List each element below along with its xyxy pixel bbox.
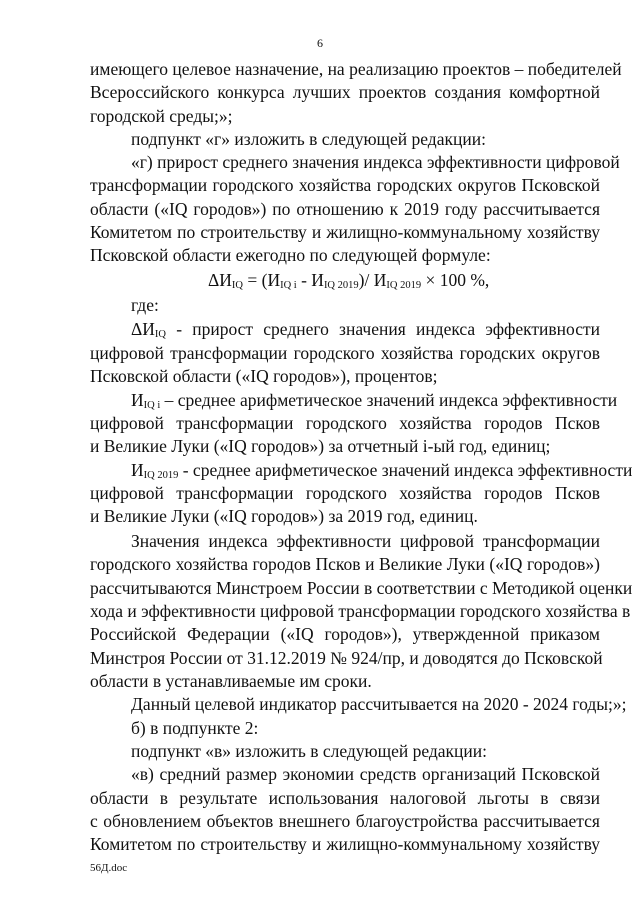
text-line: Псковской области ежегодно по следующей формуле: xyxy=(90,245,491,265)
text-line: б) в подпункте 2: xyxy=(131,718,259,738)
definition-subscript: IQ 2019 xyxy=(143,470,179,481)
text-line: и Великие Луки («IQ городов») за 2019 год, единиц. xyxy=(90,506,478,526)
text-line: «г) прирост среднего значения индекса эффективности цифровой xyxy=(131,152,620,172)
definition-line xyxy=(131,389,618,412)
formula-subscript: IQ i xyxy=(280,280,297,291)
text-line: Российской Федерации («IQ городов»), утвержденной приказом xyxy=(90,624,600,644)
text-line: области («IQ городов») по отношению к 2019 году рассчитывается xyxy=(90,199,600,219)
text-line: области в устанавливаемые им сроки. xyxy=(90,671,372,691)
page-number: 6 xyxy=(317,36,323,50)
text-line: Комитетом по строительству и жилищно-коммунальному хозяйству xyxy=(90,834,600,854)
definition-line xyxy=(131,318,600,341)
text-line: Всероссийского конкурса лучших проектов создания комфортной xyxy=(90,82,600,102)
definition-subscript: IQ i xyxy=(143,400,161,411)
text-line: с обновлением объектов внешнего благоустройства рассчитывается xyxy=(90,811,600,831)
definition-symbol: ΔИ xyxy=(131,319,155,339)
text-line: Значения индекса эффективности цифровой трансформации xyxy=(131,531,600,551)
text-line: Данный целевой индикатор рассчитывается на 2020 - 2024 годы;»; xyxy=(131,694,627,714)
text-line: хода и эффективности цифровой трансформации городского хозяйства в xyxy=(90,601,631,621)
file-name-footer: 56Д.doc xyxy=(90,862,128,874)
text-line: городской среды;»; xyxy=(90,106,233,126)
definition-text: – среднее арифметическое значений индекса эффективности xyxy=(160,390,618,410)
formula-part: ΔИ xyxy=(208,270,232,290)
text-line: цифровой трансформации городского хозяйства городских округов xyxy=(90,343,600,363)
text-line: и Великие Луки («IQ городов») за отчетный i-ый год, единиц; xyxy=(90,436,551,456)
text-line: цифровой трансформации городского хозяйства городов Псков xyxy=(90,483,600,503)
text-line: имеющего целевое назначение, на реализацию проектов – победителей xyxy=(90,59,622,79)
definition-text: - среднее арифметическое значений индекса эффективности xyxy=(178,460,633,480)
definition-line xyxy=(131,459,633,482)
formula-subscript: IQ xyxy=(231,280,243,291)
text-line: Минстроя России от 31.12.2019 № 924/пр, и доводятся до Псковской xyxy=(90,648,603,668)
formula-subscript: IQ 2019 xyxy=(323,280,359,291)
text-line: подпункт «г» изложить в следующей редакции: xyxy=(131,129,486,149)
text-line: Псковской области («IQ городов»), процентов; xyxy=(90,366,438,386)
formula-part: - И xyxy=(296,270,324,290)
where-label: где: xyxy=(131,295,159,315)
formula-part: × 100 %, xyxy=(421,270,490,290)
definition-symbol: И xyxy=(131,460,144,480)
text-line: городского хозяйства городов Псков и Великие Луки («IQ городов») xyxy=(90,554,600,574)
text-line: цифровой трансформации городского хозяйства городов Псков xyxy=(90,413,600,433)
definition-symbol: И xyxy=(131,390,144,410)
formula-part: = (И xyxy=(243,270,281,290)
formula xyxy=(208,269,489,292)
text-line: Комитетом по строительству и жилищно-коммунальному хозяйству xyxy=(90,222,600,242)
text-line: области в результате использования налоговой льготы в связи xyxy=(90,788,600,808)
formula-subscript: IQ 2019 xyxy=(386,280,422,291)
definition-subscript: IQ xyxy=(154,329,166,340)
text-line: рассчитываются Минстроем России в соответствии с Методикой оценки xyxy=(90,578,633,598)
text-line: подпункт «в» изложить в следующей редакции: xyxy=(131,741,488,761)
text-line: трансформации городского хозяйства городских округов Псковской xyxy=(90,175,600,195)
formula-part: )/ И xyxy=(358,270,387,290)
text-line: «в) средний размер экономии средств организаций Псковской xyxy=(131,764,600,784)
definition-text: - прирост среднего значения индекса эффективности xyxy=(166,319,600,339)
